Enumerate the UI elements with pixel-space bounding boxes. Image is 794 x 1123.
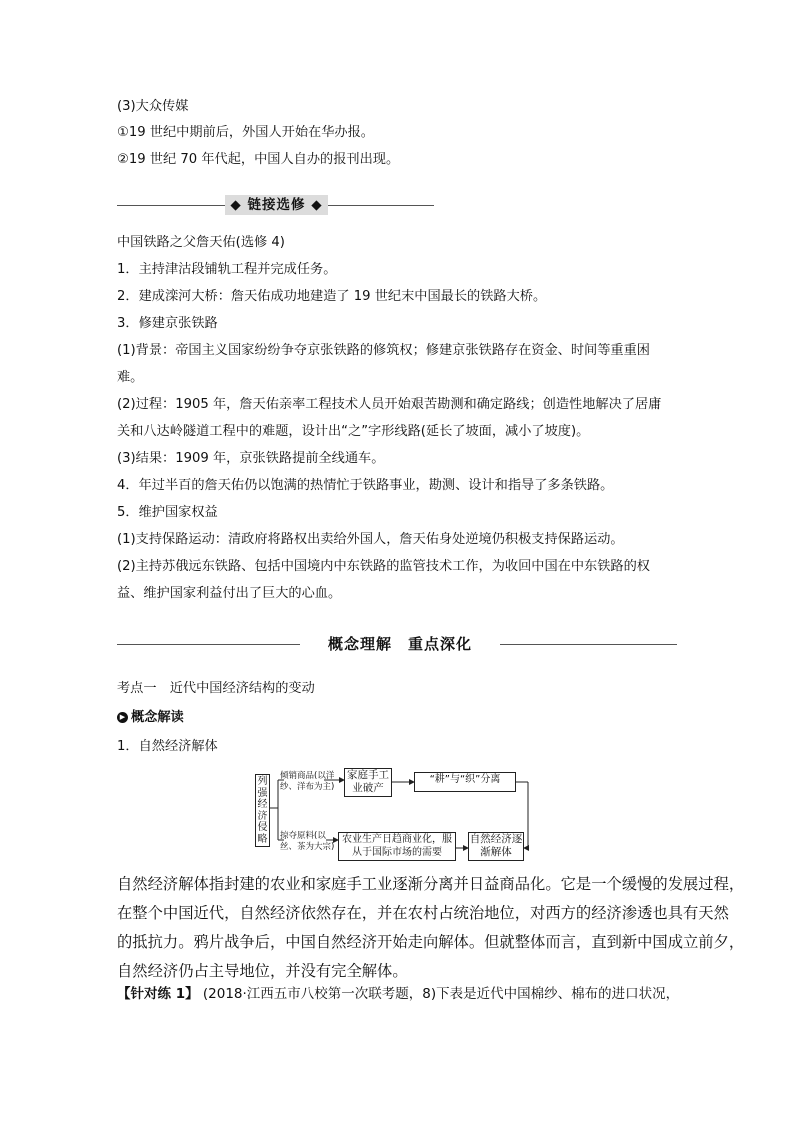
link-line-9: 4．年过半百的詹天佑仍以饱满的热情忙于铁路事业，勘测、设计和指导了多条铁路。 (117, 478, 614, 493)
link-line-10: 5．维护国家权益 (117, 505, 218, 520)
section-rule-left (117, 644, 300, 645)
link-line-11: (1)支持保路运动：清政府将路权出卖给外国人，詹天佑身处逆境仍积极支持保路运动。 (117, 532, 624, 547)
link-line-7: 关和八达岭隧道工程中的难题，设计出“之”字形线路(延长了坡面，减小了坡度)。 (117, 424, 590, 439)
link-line-5: 难。 (117, 370, 144, 385)
diagram-box-foreign-aggression: 列强经济侵略 (255, 774, 270, 847)
diagram-box-economy-dissolve: 自然经济逐渐解体 (468, 832, 524, 861)
concept-reading-label (117, 709, 184, 727)
link-line-3: 3．修建京张铁路 (117, 316, 218, 331)
link-line-13: 益、维护国家利益付出了巨大的心血。 (117, 586, 342, 601)
banner-rule-right (328, 205, 434, 206)
diagram-box-separation: “耕”与“织”分离 (414, 772, 516, 792)
natural-economy-heading: 1．自然经济解体 (117, 739, 218, 754)
link-section-title: 中国铁路之父詹天佑(选修 4) (117, 235, 285, 250)
section-rule-right (500, 644, 677, 645)
link-line-1: 1．主持津沽段铺轨工程并完成任务。 (117, 262, 337, 277)
concept-reading-text: 概念解读 (131, 710, 184, 725)
kaodian-heading: 考点一 近代中国经济结构的变动 (117, 681, 315, 696)
body-line-3: 的抵抗力。鸦片战争后，中国自然经济开始走向解体。但就整体而言，直到新中国成立前夕， (117, 933, 745, 951)
link-line-6: (2)过程：1905 年，詹天佑亲率工程技术人员开始艰苦勘测和确定路线；创造性地解决了居庸 (117, 397, 662, 412)
link-line-2: 2．建成滦河大桥：詹天佑成功地建造了 19 世纪末中国最长的铁路大桥。 (117, 289, 547, 304)
mass-media-item-2: ②19 世纪 70 年代起，中国人自办的报刊出现。 (117, 152, 400, 167)
diagram-box-agri-commercial: 农业生产日趋商业化，服从于国际市场的需要 (338, 832, 456, 861)
diagram-label-plunder: 掠夺原料(以丝、茶为大宗) (280, 831, 335, 852)
exercise-tag: 【针对练 1】 (117, 986, 199, 1002)
banner-rule-left (117, 205, 225, 206)
exercise-line (117, 985, 679, 1003)
play-icon: ▶ (117, 712, 128, 723)
diagram-label-dumping: 倾销商品(以洋纱、洋布为主) (280, 771, 335, 792)
body-line-2: 在整个中国近代，自然经济依然存在，并在农村占统治地位，对西方的经济渗透也具有天然 (117, 904, 729, 922)
diagram-box-handicraft-bankrupt: 家庭手工业破产 (344, 768, 392, 797)
body-line-1: 自然经济解体指封建的农业和家庭手工业逐渐分离并日益商品化。它是一个缓慢的发展过程， (117, 875, 745, 893)
link-line-8: (3)结果：1909 年，京张铁路提前全线通车。 (117, 451, 385, 466)
body-line-4: 自然经济仍占主导地位，并没有完全解体。 (117, 962, 408, 980)
concept-section-title: 概念理解 重点深化 (327, 635, 472, 653)
link-line-12: (2)主持苏俄远东铁路、包括中国境内中东铁路的监管技术工作，为收回中国在中东铁路的权 (117, 559, 650, 574)
mass-media-heading: (3)大众传媒 (117, 99, 189, 114)
link-elective-banner: ◆ 链接选修 ◆ (225, 195, 328, 215)
exercise-text: (2018·江西五市八校第一次联考题，8)下表是近代中国棉纱、棉布的进口状况， (198, 986, 680, 1002)
mass-media-item-1: ①19 世纪中期前后，外国人开始在华办报。 (117, 125, 374, 140)
link-line-4: (1)背景：帝国主义国家纷纷争夺京张铁路的修筑权；修建京张铁路存在资金、时间等重重困 (117, 343, 650, 358)
